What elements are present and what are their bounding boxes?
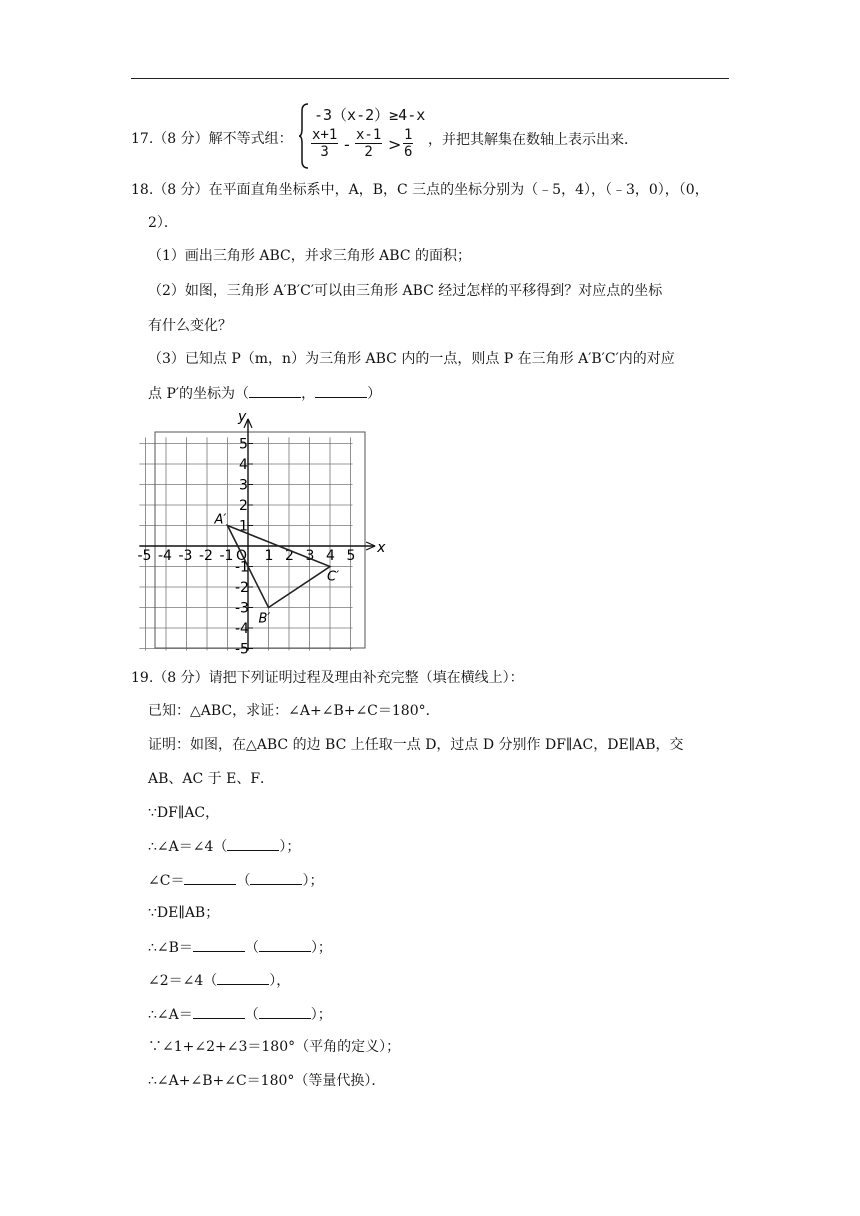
point-a-prime-label: A′	[214, 512, 227, 528]
q17-frac2-num: x-1	[356, 127, 382, 143]
q17-frac1-num: x+1	[312, 127, 338, 143]
answer-blank[interactable]	[259, 937, 311, 952]
q18-line1: 18.（8 分）在平面直角坐标系中，A，B，C 三点的坐标分别为（﹣5，4），（﹣3，0），（0，	[131, 182, 709, 198]
y-tick-label: 1	[239, 518, 248, 535]
q19-step5	[148, 937, 332, 958]
y-tick-label: -2	[235, 580, 249, 596]
x-tick-label: 3	[305, 548, 315, 564]
answer-blank[interactable]	[259, 1004, 311, 1019]
x-tick-label: -1	[219, 548, 234, 564]
q19-step5-end: ）；	[310, 940, 332, 956]
q18-sub3b-pre: 点 P′的坐标为（	[148, 386, 250, 402]
q19-step5-text: ∴∠B＝	[148, 940, 193, 956]
answer-blank[interactable]	[249, 383, 301, 398]
q19-step6-text: ∠2＝∠4（	[148, 973, 218, 989]
q19-proof1: 证明：如图，在△ABC 的边 BC 上任取一点 D，过点 D 分别作 DF∥AC，DE∥AB，交	[148, 737, 684, 753]
answer-blank[interactable]	[217, 970, 269, 985]
q19-step2	[148, 836, 300, 857]
q18-sub1: （1）画出三角形 ABC，并求三角形 ABC 的面积；	[148, 248, 471, 264]
x-axis-label: x	[377, 540, 386, 556]
q19-step4: ∵DE∥AB；	[148, 905, 220, 921]
q17-minus: -	[344, 135, 350, 154]
q17-suffix: ，并把其解集在数轴上表示出来．	[428, 132, 638, 148]
x-tick-label: 1	[264, 548, 274, 564]
q19-step6	[148, 970, 290, 991]
x-tick-label: O	[236, 548, 248, 564]
q17-fraction-3	[403, 128, 413, 161]
point-b-prime-label: B′	[258, 611, 271, 627]
brace-icon	[298, 103, 310, 169]
y-tick-label: 2	[239, 498, 248, 514]
q19-step7-end: ）；	[310, 1007, 332, 1023]
answer-blank[interactable]	[193, 937, 245, 952]
q17-gt: >	[388, 135, 402, 154]
q17-prefix: 17.（8 分）解不等式组：	[131, 131, 293, 147]
q19-step3-text: ∠C＝	[148, 873, 185, 889]
q19-known: 已知：△ABC，求证：∠A+∠B+∠C＝180°．	[148, 703, 440, 719]
q19-step2-end: ）；	[279, 839, 301, 855]
x-tick-label: 4	[326, 548, 335, 564]
q19-header: 19.（8 分）请把下列证明过程及理由补充完整（填在横线上）：	[131, 670, 524, 686]
q18-sub3a: （3）已知点 P（m，n）为三角形 ABC 内的一点，则点 P 在三角形 A′B′C′内的对应	[148, 351, 675, 367]
q18-sub2a: （2）如图，三角形 A′B′C′可以由三角形 ABC 经过怎样的平移得到？对应点的坐标	[148, 283, 663, 299]
q19-step9: ∴∠A+∠B+∠C＝180°（等量代换）．	[148, 1073, 386, 1089]
header-rule	[131, 78, 729, 79]
q19-proof2: AB、AC 于 E、F．	[148, 771, 275, 787]
y-axis-label: y	[238, 408, 247, 425]
y-tick-label: -3	[235, 600, 249, 617]
q17-fraction-1	[311, 128, 338, 161]
q19-step7-open: （	[244, 1007, 259, 1023]
q19-step7-text: ∴∠A＝	[148, 1007, 193, 1023]
answer-blank[interactable]	[227, 836, 279, 851]
answer-blank[interactable]	[193, 1004, 245, 1019]
x-tick-label: -2	[199, 548, 213, 564]
answer-blank[interactable]	[250, 870, 302, 885]
q19-step6-end: ），	[269, 973, 291, 989]
q18-sub2b: 有什么变化？	[148, 318, 232, 334]
coordinate-grid	[137, 408, 388, 658]
q19-step1: ∵DF∥AC，	[148, 805, 220, 821]
q19-step7	[148, 1004, 332, 1025]
q19-step3	[148, 870, 323, 891]
y-tick-label: -5	[235, 641, 249, 658]
y-tick-label: -4	[235, 621, 249, 637]
y-tick-label: 4	[239, 457, 248, 473]
x-tick-label: -4	[158, 548, 172, 564]
answer-blank[interactable]	[315, 383, 367, 398]
q19-step8: ∵∠1+∠2+∠3＝180°（平角的定义）；	[148, 1039, 401, 1055]
point-c-prime-label: C′	[327, 569, 340, 585]
q19-step3-end: ）；	[302, 873, 324, 889]
y-tick-label: -1	[235, 559, 249, 576]
y-tick-label: 3	[239, 477, 248, 494]
q18-sub3b-mid: ，	[301, 386, 316, 402]
q17-inequality-1: -3（x-2）≥4-x	[314, 106, 426, 124]
answer-blank[interactable]	[184, 870, 236, 885]
q18-line2: 2）．	[148, 215, 178, 231]
q17-frac2-den: 2	[364, 144, 373, 160]
q17-fraction-2	[355, 128, 382, 161]
q18-sub3b-post: ）	[367, 386, 382, 402]
q19-step3-open: （	[236, 873, 251, 889]
x-tick-label: -3	[178, 548, 193, 564]
q17-frac3-num: 1	[404, 127, 413, 143]
x-tick-label: 2	[285, 548, 294, 564]
y-tick-label: 5	[239, 436, 248, 453]
q19-step2-text: ∴∠A＝∠4（	[148, 839, 228, 855]
q19-step5-open: （	[244, 940, 259, 956]
q17-frac3-den: 6	[404, 144, 413, 160]
q18-sub3b	[148, 383, 381, 404]
q17-frac1-den: 3	[320, 144, 329, 160]
x-tick-label: 5	[346, 548, 356, 564]
x-tick-label: -5	[137, 548, 152, 564]
